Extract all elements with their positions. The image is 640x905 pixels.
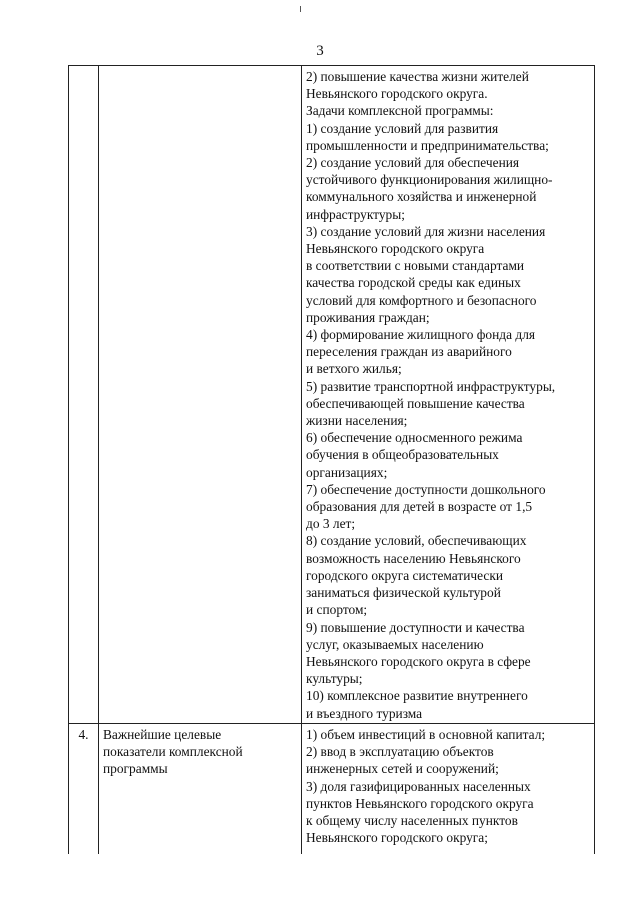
- content-line: 8) создание условий, обеспечивающих: [306, 533, 527, 549]
- content-line: 3) доля газифицированных населенных: [306, 778, 531, 794]
- content-line: услуг, оказываемых населению: [306, 636, 484, 652]
- content-line: 1) объем инвестиций в основной капитал;: [306, 727, 546, 742]
- content-line: и въездного туризма: [306, 705, 423, 721]
- content-line: устойчивого функционирования жилищно-: [306, 172, 553, 188]
- content-line: Невьянского городского округа: [306, 241, 485, 257]
- content-line: проживания граждан;: [306, 309, 430, 325]
- content-line: в соответствии с новыми стандартами: [306, 258, 525, 274]
- content-line: 1) создание условий для развития: [306, 120, 499, 136]
- name-line: программы: [103, 761, 168, 777]
- content-line: до 3 лет;: [306, 516, 356, 532]
- row-name-cell: [99, 724, 302, 855]
- content-line: 9) повышение доступности и качества: [306, 619, 525, 635]
- row-content-cell: [302, 66, 595, 724]
- row-name-cell: [99, 66, 302, 724]
- program-passport-table: [68, 65, 595, 854]
- content-line: и ветхого жилья;: [306, 361, 402, 377]
- content-line: 4) формирование жилищного фонда для: [306, 327, 536, 343]
- row-number-cell: [69, 66, 99, 724]
- content-line: возможность населению Невьянского: [306, 550, 521, 566]
- content-line: инженерных сетей и сооружений;: [306, 761, 499, 777]
- content-line: 3) создание условий для жизни населения: [306, 223, 546, 239]
- content-line: заниматься физической культурой: [306, 585, 501, 601]
- content-line: 2) ввод в эксплуатацию объектов: [306, 744, 494, 760]
- content-line: качества городской среды как единых: [306, 275, 521, 291]
- name-line: Важнейшие целевые: [103, 727, 222, 742]
- content-line: 2) создание условий для обеспечения: [306, 155, 520, 171]
- row-number-cell: 4.: [69, 724, 99, 855]
- page-number: 3: [316, 43, 324, 59]
- table-row: [69, 66, 595, 724]
- name-line: показатели комплексной: [103, 744, 243, 760]
- content-line: Задачи комплексной программы:: [306, 103, 494, 119]
- content-line: и спортом;: [306, 602, 368, 618]
- content-line: обучения в общеобразовательных: [306, 447, 499, 463]
- content-line: 7) обеспечение доступности дошкольного: [306, 481, 546, 497]
- content-line: к общему числу населенных пунктов: [306, 813, 518, 829]
- content-line: обеспечивающей повышение качества: [306, 395, 525, 411]
- content-line: 5) развитие транспортной инфраструктуры,: [306, 378, 556, 394]
- content-line: переселения граждан из аварийного: [306, 344, 512, 360]
- content-line: промышленности и предпринимательства;: [306, 137, 549, 153]
- row-content-cell: [302, 724, 595, 855]
- content-line: Невьянского городского округа.: [306, 86, 488, 102]
- content-line: жизни населения;: [306, 413, 408, 429]
- content-line: инфраструктуры;: [306, 206, 405, 222]
- content-line: 10) комплексное развитие внутреннего: [306, 688, 528, 704]
- content-line: коммунального хозяйства и инженерной: [306, 189, 537, 205]
- content-line: городского округа систематически: [306, 567, 504, 583]
- content-line: Невьянского городского округа;: [306, 830, 488, 846]
- content-line: 2) повышение качества жизни жителей: [306, 69, 529, 84]
- content-line: Невьянского городского округа в сфере: [306, 653, 531, 669]
- table-row: [69, 724, 595, 855]
- content-line: 6) обеспечение односменного режима: [306, 430, 523, 446]
- content-line: организациях;: [306, 464, 388, 480]
- content-line: образования для детей в возрасте от 1,5: [306, 499, 533, 515]
- content-line: культуры;: [306, 671, 363, 687]
- content-line: условий для комфортного и безопасного: [306, 292, 537, 308]
- scan-artifact: [300, 6, 301, 12]
- content-line: пунктов Невьянского городского округа: [306, 795, 534, 811]
